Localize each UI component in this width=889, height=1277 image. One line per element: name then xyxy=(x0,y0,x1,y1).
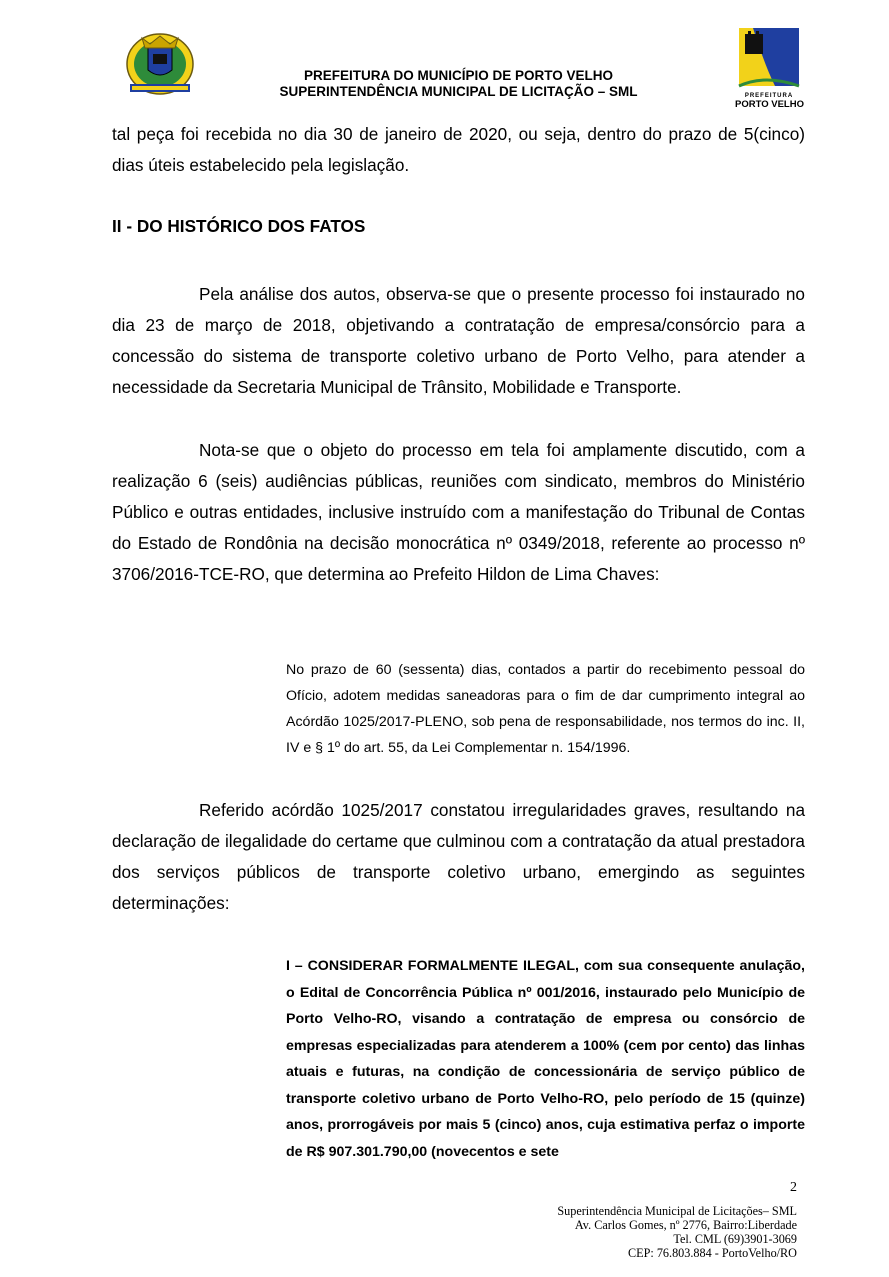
section-heading: II - DO HISTÓRICO DOS FATOS xyxy=(112,216,366,236)
header-title-line1: PREFEITURA DO MUNICÍPIO DE PORTO VELHO xyxy=(303,68,614,83)
paragraph-2: Nota-se que o objeto do processo em tela foi amplamente discutido, com a realização 6 (seis) audiências públicas, reuniões com sindicato, membros do Ministério Público e outras entidades, inclusive instruído com a manifestação do Tribunal de Contas do Estado de Rondônia na decisão monocrática nº 0349/2018, referente ao processo nº 3706/2016-TCE-RO, que determina ao Prefeito Hildon de Lima Chaves: xyxy=(112,440,805,584)
flag-logo-graphic xyxy=(735,26,803,88)
page-header xyxy=(0,0,889,110)
quote-block-2: I – CONSIDERAR FORMALMENTE ILEGAL, com sua consequente anulação, o Edital de Concorrência Pública nº 001/2016, instaurado pelo Município de Porto Velho-RO, visando a contratação de empresa ou consórcio de empresas especializadas para atenderem a 100% (cem por cento) das linhas atuais e futuras, na condição de concessionária de serviço público de transporte coletivo urbano de Porto Velho-RO, pelo período de 15 (quinze) anos, prorrogáveis por mais 5 (cinco) anos, cuja estimativa perfaz o importe de R$ 907.301.790,00 (novecentos e sete xyxy=(286,958,805,1160)
logo-small-text: PREFEITURA xyxy=(744,93,794,99)
paragraph-intro: tal peça foi recebida no dia 30 de janeiro de 2020, ou seja, dentro do prazo de 5(cinco) dias úteis estabelecido pela legislação. xyxy=(112,124,805,175)
prefeitura-logo xyxy=(735,26,804,110)
paragraph-1: Pela análise dos autos, observa-se que o presente processo foi instaurado no dia 23 de março de 2018, objetivando a contratação de empresa/consórcio para a concessão do sistema de transporte coletivo urbano de Porto Velho, para atender a necessidade da Secretaria Municipal de Trânsito, Mobilidade e Transporte. xyxy=(112,284,805,397)
footer-line4: CEP: 76.803.884 - PortoVelho/RO xyxy=(628,1246,797,1260)
page-footer xyxy=(557,1204,797,1260)
logo-city-text: PORTO VELHO xyxy=(735,99,804,110)
quote-block-1: No prazo de 60 (sessenta) dias, contados a partir do recebimento pessoal do Ofício, adotem medidas saneadoras para o fim de dar cumprimento integral ao Acórdão 1025/2017-PLENO, sob pena de responsabilidade, nos termos do inc. II, IV e § 1º do art. 55, da Lei Complementar n. 154/1996. xyxy=(286,662,805,756)
paragraph-3: Referido acórdão 1025/2017 constatou irregularidades graves, resultando na declaração de ilegalidade do certame que culminou com a contratação da atual prestadora dos serviços públicos de transporte coletivo urbano, emergindo as seguintes determinações: xyxy=(112,800,805,913)
page-number: 2 xyxy=(790,1180,797,1195)
header-title-line2: SUPERINTENDÊNCIA MUNICIPAL DE LICITAÇÃO – SML xyxy=(279,84,638,99)
footer-line1: Superintendência Municipal de Licitações– SML xyxy=(557,1204,797,1218)
footer-line3: Tel. CML (69)3901-3069 xyxy=(673,1232,797,1246)
footer-line2: Av. Carlos Gomes, nº 2776, Bairro:Liberdade xyxy=(574,1218,797,1232)
